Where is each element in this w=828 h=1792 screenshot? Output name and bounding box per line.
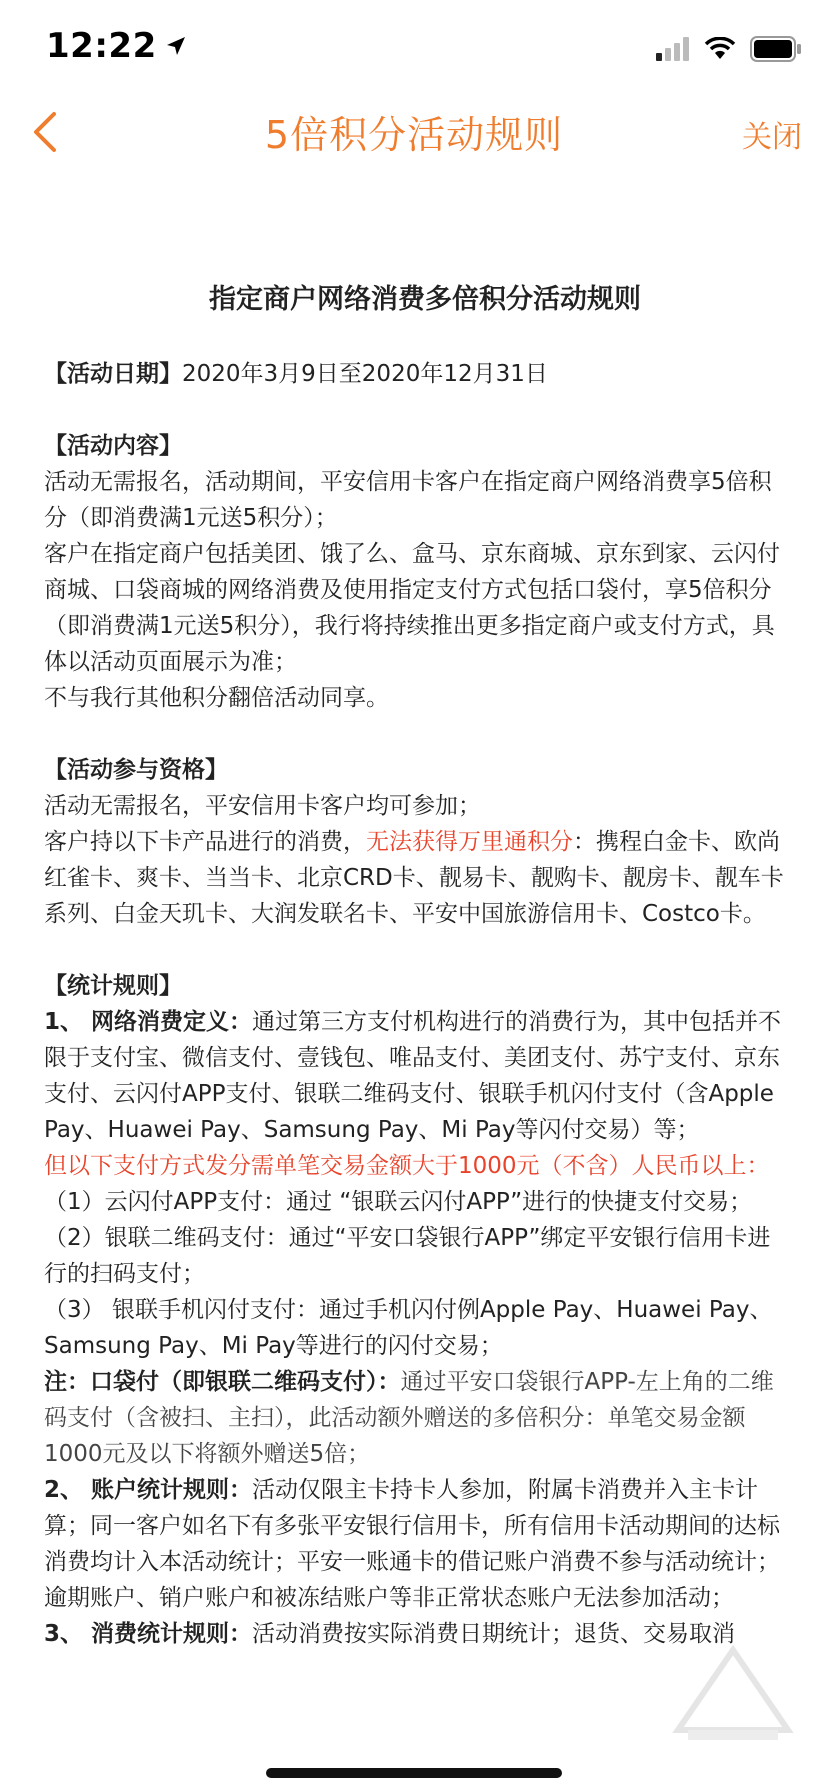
page-title: 5倍积分活动规则 [264, 113, 564, 157]
date-label: 【活动日期】 [44, 361, 182, 387]
rule-2 [44, 1472, 784, 1616]
eligibility-paragraph-1: 活动无需报名，平安信用卡客户均可参加； [44, 793, 481, 819]
battery-icon [750, 36, 802, 62]
rule-1-text: 通过第三方支付机构进行的消费行为，其中包括并不限于支付宝、微信支付、壹钱包、唯品支付、美团支付、苏宁支付、京东支付、云闪付APP支付、银联二维码支付、银联手机闪付支付（含Apple Pay、Huawei Pay、Samsung Pay、Mi Pay等闪付交易）等； [44, 1009, 782, 1143]
rules-document [44, 282, 784, 1652]
rule-3-label: 3、 消费统计规则： [44, 1621, 253, 1647]
status-bar [0, 0, 828, 96]
cellular-signal-icon [656, 37, 690, 61]
rule-1-item-1: （1）云闪付APP支付：通过 “银联云闪付APP”进行的快捷支付交易； [44, 1189, 753, 1215]
home-indicator[interactable] [266, 1768, 562, 1778]
eligibility-text-a: 客户持以下卡产品进行的消费， [44, 829, 366, 855]
content-heading: 【活动内容】 [44, 433, 182, 459]
wifi-icon [704, 37, 736, 61]
document-title: 指定商户网络消费多倍积分活动规则 [209, 284, 641, 315]
content-paragraph-3: 不与我行其他积分翻倍活动同享。 [44, 685, 389, 711]
activity-date [44, 356, 784, 392]
status-icons [656, 36, 802, 62]
stats-heading: 【统计规则】 [44, 973, 182, 999]
rule-1 [44, 1004, 784, 1148]
status-time [46, 26, 187, 66]
status-time-text: 12:22 [46, 26, 157, 66]
rule-2-text: 活动仅限主卡持卡人参加，附属卡消费并入主卡计算；同一客户如名下有多张平安银行信用卡，所有信用卡活动期间的达标消费均计入本活动统计；平安一账通卡的借记账户消费不参与活动统计；逾期账户、销户账户和被冻结账户等非正常状态账户无法参加活动； [44, 1477, 780, 1611]
content-paragraph-1: 活动无需报名，活动期间，平安信用卡客户在指定商户网络消费享5倍积分（即消费满1元送5积分）； [44, 469, 772, 531]
rule-1-warning: 但以下支付方式发分需单笔交易金额大于1000元（不含）人民币以上： [44, 1153, 770, 1179]
rule-2-label: 2、 账户统计规则： [44, 1477, 253, 1503]
rule-1-item-3: （3） 银联手机闪付支付：通过手机闪付例Apple Pay、Huawei Pay、Samsung Pay、Mi Pay等进行的闪付交易； [44, 1297, 773, 1359]
eligibility-heading: 【活动参与资格】 [44, 757, 228, 783]
note [44, 1364, 784, 1472]
location-arrow-icon [165, 35, 187, 57]
close-button[interactable]: 关闭 [742, 120, 802, 155]
eligibility-warning: 无法获得万里通积分 [366, 829, 573, 855]
note-text: 通过平安口袋银行APP-左上角的二维码支付（含被扫、主扫），此活动额外赠送的多倍积分：单笔交易金额1000元及以下将额外赠送5倍； [44, 1369, 774, 1467]
rule-3-text: 活动消费按实际消费日期统计；退货、交易取消 [252, 1621, 736, 1647]
note-label: 注：口袋付（即银联二维码支付）： [44, 1369, 401, 1395]
rule-1-label: 1、 网络消费定义： [44, 1009, 253, 1035]
content-paragraph-2: 客户在指定商户包括美团、饿了么、盒马、京东商城、京东到家、云闪付商城、口袋商城的网络消费及使用指定支付方式包括口袋付，享5倍积分（即消费满1元送5积分），我行将持续推出更多指定商户或支付方式，具体以活动页面展示为准； [44, 541, 780, 675]
nav-bar [0, 96, 828, 168]
rule-1-item-2: （2）银联二维码支付：通过“平安口袋银行APP”绑定平安银行信用卡进行的扫码支付； [44, 1225, 771, 1287]
eligibility-paragraph-2 [44, 824, 784, 932]
date-value: 2020年3月9日至2020年12月31日 [182, 361, 548, 387]
watermark-logo-icon [658, 1630, 808, 1750]
eligibility-card-list: ：携程白金卡、欧尚红雀卡、爽卡、当当卡、北京CRD卡、靓易卡、靓购卡、靓房卡、靓车卡系列、白金天玑卡、大润发联名卡、平安中国旅游信用卡、Costco卡。 [44, 829, 784, 927]
